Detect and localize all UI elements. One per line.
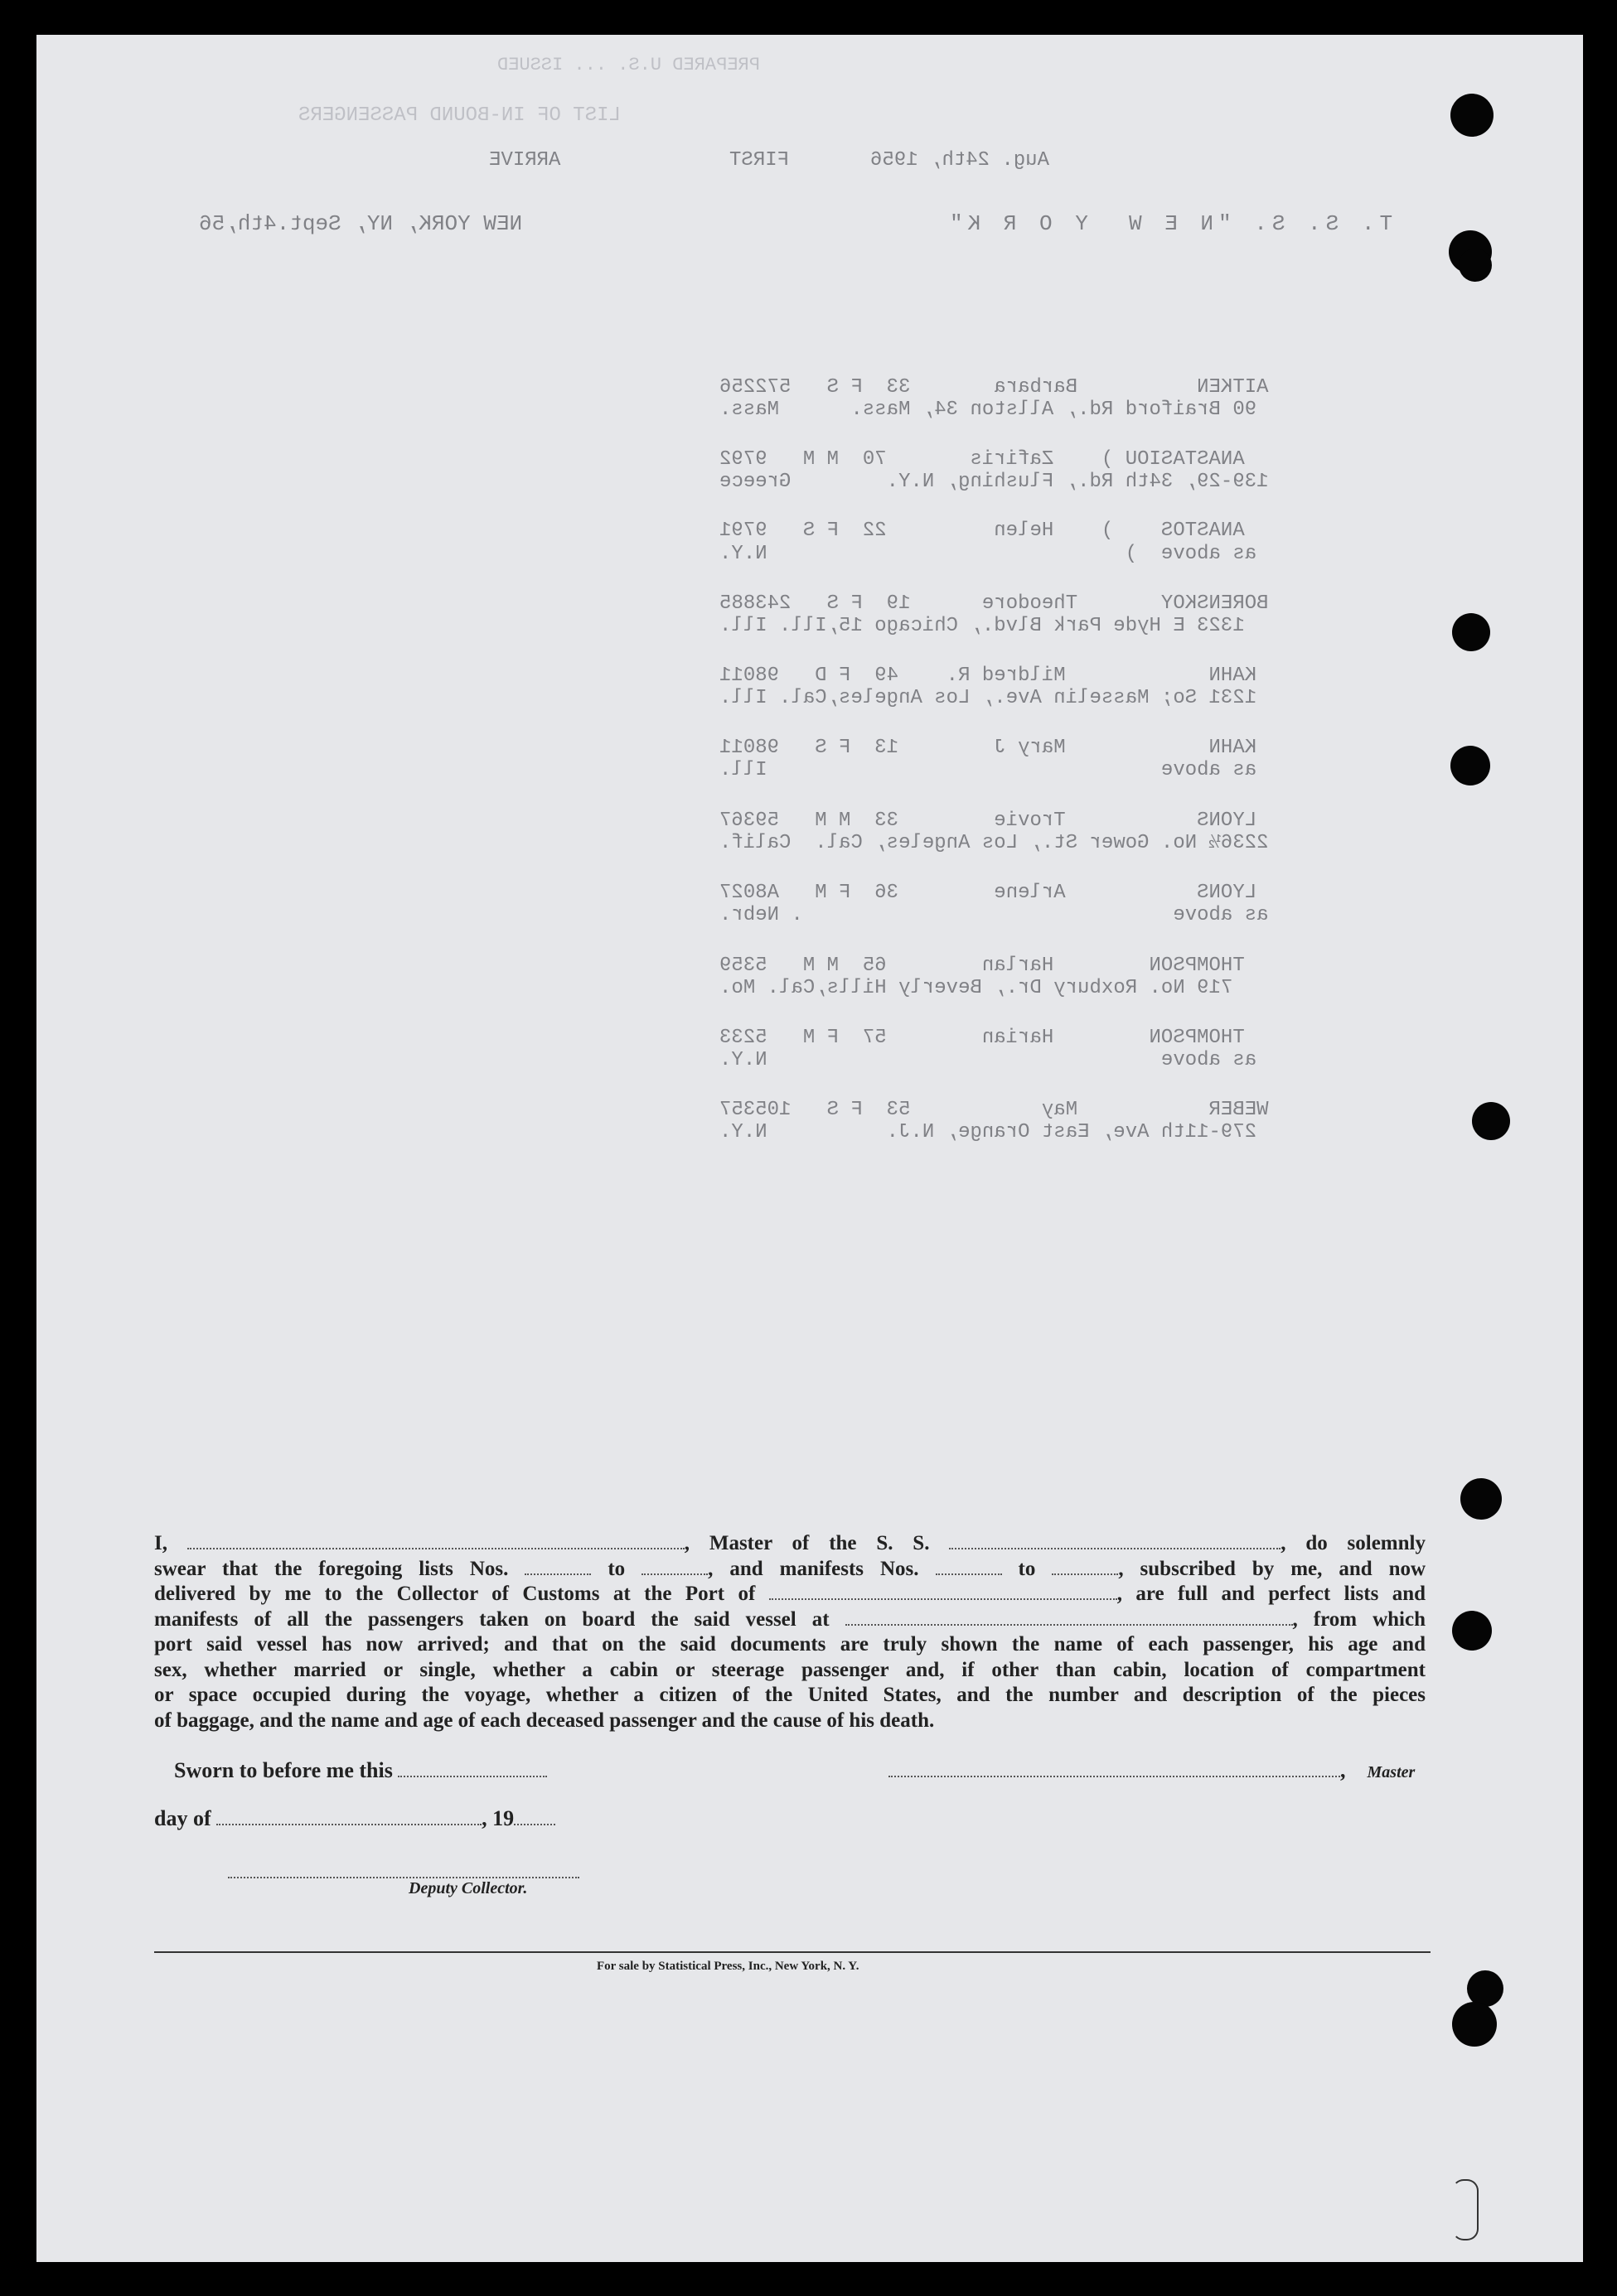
passenger-entry: LYONS Arlene 36 F M A8027	[719, 882, 1257, 904]
passenger-entry: AITKEN Barbara 33 F S 572256	[719, 376, 1269, 399]
passenger-entry: WEBER May 53 F S 105357	[719, 1099, 1269, 1121]
sworn-line: Sworn to before me this	[174, 1758, 547, 1783]
passenger-entry-address: as above N.Y.	[719, 1049, 1257, 1071]
ship-name: T. S. S. "N E W Y O R K"	[945, 211, 1393, 236]
handwritten-mark	[1452, 2179, 1479, 2240]
port-date: NEW YORK, NY, Sept.4th,56	[199, 211, 523, 236]
declaration-line: manifests of all the passengers taken on board the said vessel at , from which	[154, 1607, 1426, 1631]
passenger-entry: ANASTOS ) Helen 22 F S 9791	[719, 520, 1245, 542]
footer-rule	[154, 1951, 1431, 1953]
declaration-line: delivered by me to the Collector of Customs at the Port of , are full and perfect lists and	[154, 1583, 1426, 1605]
passenger-entry-address: 90 Braiford Rd., Allston 34, Mass. Mass.	[719, 399, 1257, 421]
declaration-line: of baggage, and the name and age of each deceased passenger and the cause of his death.	[154, 1709, 935, 1732]
passenger-entry-address: 1231 So; Masselin Ave., Los Angeles,Cal. Ill.	[719, 687, 1257, 709]
declaration-line: swear that the foregoing lists Nos. to , and manifests Nos. to , subscribed by me, and now	[154, 1557, 1426, 1580]
passenger-entry-address: as above Ill.	[719, 759, 1257, 781]
binder-hole	[1452, 1611, 1492, 1651]
passenger-entry-address: as above . Nebr.	[719, 904, 1269, 926]
binder-hole	[1460, 1478, 1502, 1520]
arrival-date: Aug. 24th, 1956	[870, 149, 1050, 172]
binder-hole	[1450, 94, 1494, 137]
master-declaration	[154, 1531, 1426, 1733]
class-label: FIRST	[729, 149, 790, 172]
declaration-line: I, , Master of the S. S. , do solemnly	[154, 1532, 1426, 1554]
document-page	[36, 35, 1583, 2262]
deputy-collector-label: Deputy Collector.	[409, 1879, 528, 1897]
binder-hole	[1452, 2002, 1497, 2047]
binder-hole	[1450, 746, 1490, 785]
passenger-entry: THOMPSON Harlan 65 M M 5359	[719, 955, 1245, 977]
master-signature-line: , Master	[888, 1758, 1415, 1783]
binder-hole	[1459, 249, 1492, 282]
binder-hole	[1472, 1102, 1510, 1140]
passenger-entry-address: 279-11th Ave, East Orange, N.J. N.Y.	[719, 1121, 1257, 1143]
declaration-line: or space occupied during the voyage, whether a citizen of the United States, and the number and description of the pieces	[154, 1684, 1426, 1706]
printer-footer: For sale by Statistical Press, Inc., New York, N. Y.	[597, 1960, 859, 1973]
arrival-label: ARRIVE	[489, 149, 561, 172]
binder-hole	[1452, 613, 1490, 651]
passenger-entry-address: 1323 E Hyde Park Blvd., Chicago 15,Ill. Ill.	[719, 615, 1245, 637]
passenger-entry: LYONS Trovie 33 M M 59367	[719, 810, 1257, 832]
passenger-entry-address: 139-29, 34th Rd., Flushing, N.Y. Greece	[719, 471, 1269, 493]
deputy-collector-line	[228, 1860, 579, 1878]
passenger-entry: KAHN Mildred R. 49 F D 98011	[719, 665, 1257, 687]
passenger-entry-address: 2236½ No. Gower St., Los Angeles, Cal. Calif.	[719, 832, 1269, 854]
passenger-entry: ANASTASIOU ) Zafiris 70 M M 9792	[719, 448, 1245, 471]
passenger-entry: BORENSKOY Theodore 19 F S 243885	[719, 592, 1269, 615]
passenger-entry: THOMPSON Harian 57 F M 5233	[719, 1027, 1245, 1049]
passenger-entry-address: 719 No. Roxbury Dr., Beverly Hills,Cal. Mo.	[719, 977, 1233, 999]
day-of-line: day of , 19	[154, 1806, 555, 1831]
faint-header-line-2: LIST OF IN-BOUND PASSENGERS	[298, 104, 621, 127]
faint-header-line-1: PREPARED U.S. ... ISSUED	[497, 55, 760, 75]
passenger-entry: KAHN Mary J 13 F S 98011	[719, 737, 1257, 759]
declaration-line: port said vessel has now arrived; and that on the said documents are truly shown the name of each passenger, his age and	[154, 1633, 1426, 1656]
declaration-line: sex, whether married or single, whether a cabin or steerage passenger and, if other than cabin, location of compartment	[154, 1658, 1426, 1681]
passenger-entry-address: as above ) N.Y.	[719, 543, 1257, 565]
